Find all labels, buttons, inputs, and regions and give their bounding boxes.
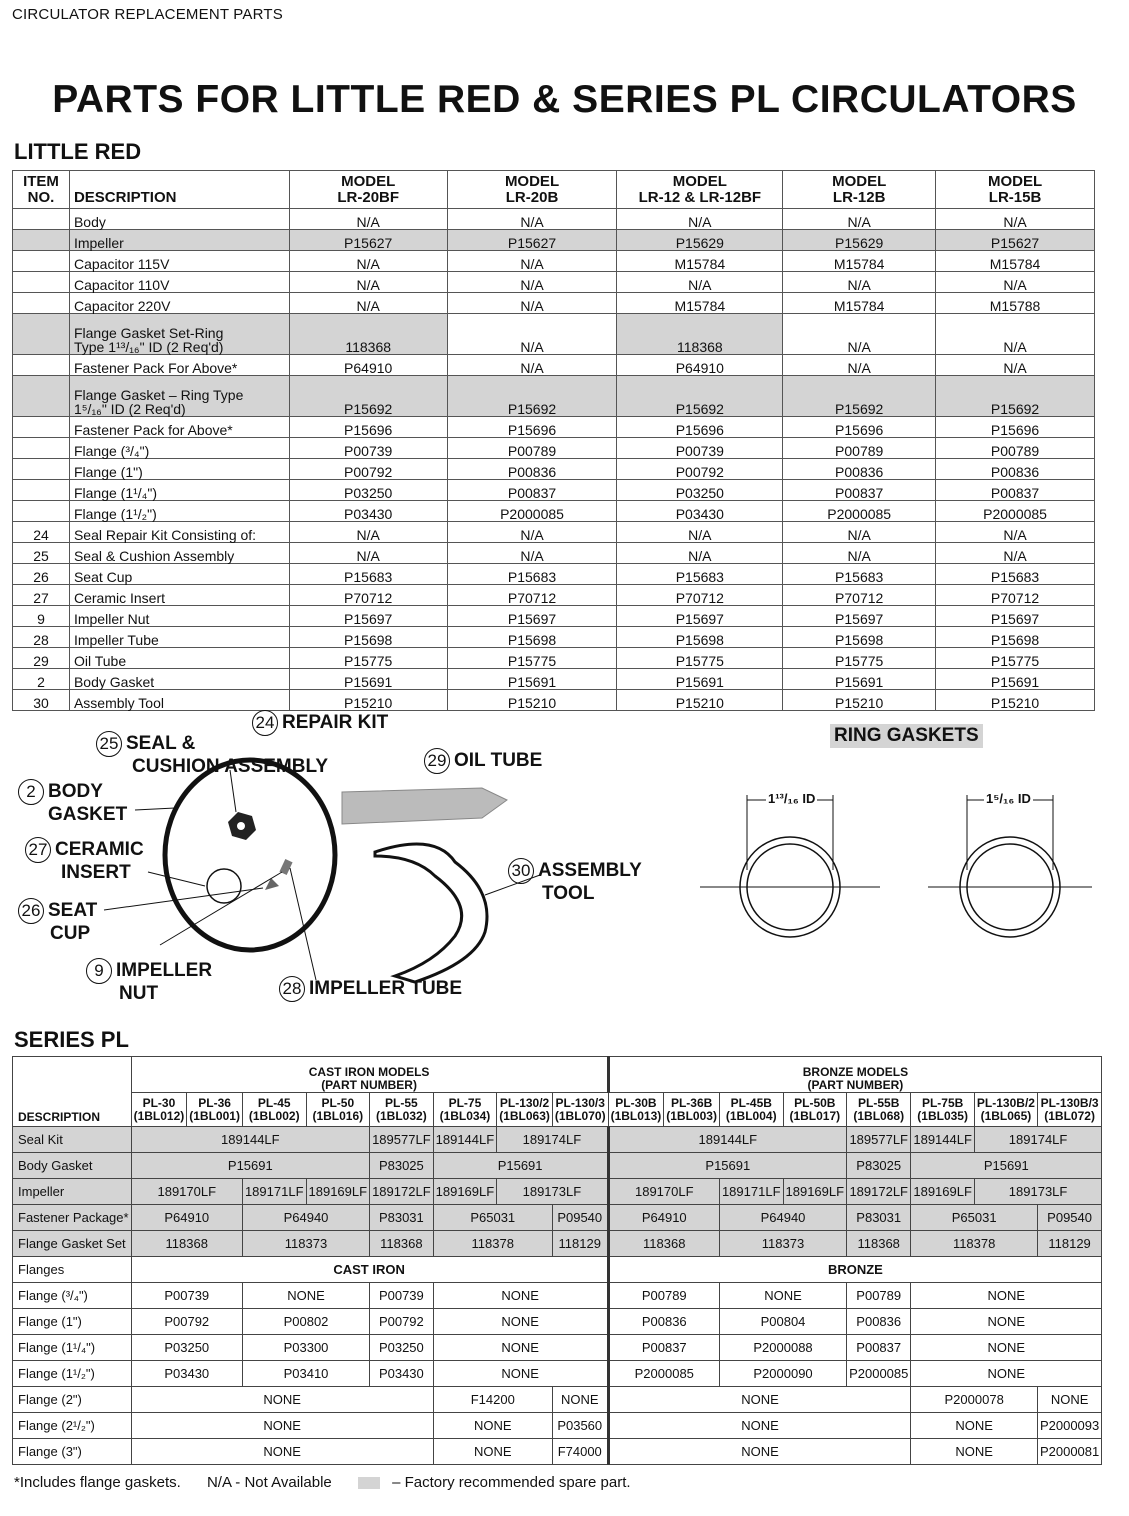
table-row: Flange (³/₄") P00739 P00789 P00739 P00789 P00789: [13, 438, 1095, 459]
model-header: PL-55 (1BL032): [370, 1093, 434, 1127]
table-row: Flange Gasket Set-Ring Type 1¹³/₁₆" ID (2 Req'd) 118368 N/A 118368 N/A N/A: [13, 314, 1095, 355]
page-title: PARTS FOR LITTLE RED & SERIES PL CIRCULATORS: [52, 78, 1077, 121]
table-row: 2 Body Gasket P15691 P15691 P15691 P15691 P15691: [13, 669, 1095, 690]
model-header: PL-75 (1BL034): [433, 1093, 497, 1127]
table-row: Flange (1¹/₂") P03430 P2000085 P03430 P2000085 P2000085: [13, 501, 1095, 522]
model-header: PL-130/2 (1BL063): [497, 1093, 553, 1127]
model-header: PL-36B (1BL003): [664, 1093, 720, 1127]
little-red-title: LITTLE RED: [14, 139, 142, 164]
model-header: PL-55B (1BL068): [847, 1093, 911, 1127]
seat-cup-icon: [265, 878, 279, 890]
model-header: PL-36 (1BL001): [187, 1093, 243, 1127]
ring-gasket-small-icon: [928, 795, 1092, 937]
spare-part-swatch: [358, 1477, 380, 1489]
series-pl-table: [12, 1056, 1102, 1465]
ceramic-callout: 27 CERAMIC INSERT: [25, 837, 144, 883]
table-row: Capacitor 220V N/A N/A M15784 M15784 M15788: [13, 293, 1095, 314]
page-header: CIRCULATOR REPLACEMENT PARTS: [12, 6, 283, 23]
table-row: Capacitor 110V N/A N/A N/A N/A N/A: [13, 272, 1095, 293]
ceramic-insert-icon: [207, 869, 241, 903]
table-row: Flange (1¹/₄") P03250 P00837 P03250 P00837 P00837: [13, 480, 1095, 501]
table-row: Fastener Pack For Above* P64910 N/A P64910 N/A N/A: [13, 355, 1095, 376]
ring-gasket-large-icon: [700, 795, 880, 937]
table-row: Flange (3") NONE NONE F74000 NONE NONE P2000081: [13, 1439, 1102, 1465]
model-header: MODEL LR-20B: [447, 171, 617, 209]
table-row: Flange (2") NONE F14200 NONE NONE P2000078 NONE: [13, 1387, 1102, 1413]
table-row: Flange (1") P00792 P00836 P00792 P00836 P00836: [13, 459, 1095, 480]
model-header: MODEL LR-12 & LR-12BF: [617, 171, 783, 209]
body-gasket-ring-icon: [165, 760, 335, 950]
table-row: 9 Impeller Nut P15697 P15697 P15697 P15697 P15697: [13, 606, 1095, 627]
table-row: 27 Ceramic Insert P70712 P70712 P70712 P70712 P70712: [13, 585, 1095, 606]
ring-1-label: 1¹³/₁₆ ID: [768, 791, 816, 806]
table-row: Fastener Pack for Above* P15696 P15696 P15696 P15696 P15696: [13, 417, 1095, 438]
seat-cup-callout: 26 SEAT CUP: [18, 898, 97, 944]
cast-iron-header: CAST IRON MODELS (PART NUMBER): [131, 1057, 608, 1093]
model-header: PL-30B (1BL013): [608, 1093, 664, 1127]
model-header: PL-50 (1BL016): [306, 1093, 370, 1127]
model-header: MODEL LR-15B: [936, 171, 1095, 209]
table-row: Flanges CAST IRON BRONZE: [13, 1257, 1102, 1283]
model-header: MODEL LR-20BF: [289, 171, 447, 209]
item-no-header: ITEM NO.: [13, 171, 70, 209]
model-header: PL-130/3 (1BL070): [552, 1093, 608, 1127]
table-row: Flange (1¹/₂") P03430 P03410 P03430 NONE P2000085 P2000090 P2000085 NONE: [13, 1361, 1102, 1387]
table-row: Fastener Package* P64910 P64940 P83031 P65031 P09540 P64910 P64940 P83031 P65031 P09540: [13, 1205, 1102, 1231]
table-row: Impeller 189170LF 189171LF 189169LF 189172LF 189169LF 189173LF 189170LF 189171LF 189169LF 189172LF 189169LF 189173LF: [13, 1179, 1102, 1205]
series-pl-title: SERIES PL: [14, 1027, 129, 1052]
table-row: Seal Kit 189144LF 189577LF 189144LF 189174LF 189144LF 189577LF 189144LF 189174LF: [13, 1127, 1102, 1153]
table-row: Flange (³/₄") P00739 NONE P00739 NONE P00789 NONE P00789 NONE: [13, 1283, 1102, 1309]
description-header: DESCRIPTION: [69, 171, 289, 209]
description-header: DESCRIPTION: [13, 1057, 132, 1127]
table-row: 26 Seat Cup P15683 P15683 P15683 P15683 P15683: [13, 564, 1095, 585]
model-header: PL-45B (1BL004): [719, 1093, 783, 1127]
table-row: 28 Impeller Tube P15698 P15698 P15698 P15698 P15698: [13, 627, 1095, 648]
table-row: 25 Seal & Cushion Assembly N/A N/A N/A N/A N/A: [13, 543, 1095, 564]
model-header: PL-30 (1BL012): [131, 1093, 187, 1127]
table-row: Flange Gasket Set 118368 118373 118368 118378 118129 118368 118373 118368 118378 118129: [13, 1231, 1102, 1257]
ring-2-label: 1⁵/₁₆ ID: [986, 791, 1031, 806]
model-header: MODEL LR-12B: [783, 171, 936, 209]
footnote: *Includes flange gaskets. N/A - Not Available – Factory recommended spare part.: [14, 1474, 631, 1491]
table-row: 30 Assembly Tool P15210 P15210 P15210 P15210 P15210: [13, 690, 1095, 711]
model-header: PL-50B (1BL017): [783, 1093, 847, 1127]
impeller-nut-callout: 9 IMPELLER NUT: [86, 958, 212, 1004]
table-row: Flange Gasket – Ring Type 1⁵/₁₆" ID (2 Req'd) P15692 P15692 P15692 P15692 P15692: [13, 376, 1095, 417]
table-row: Body Gasket P15691 P83025 P15691 P15691 P83025 P15691: [13, 1153, 1102, 1179]
table-row: 29 Oil Tube P15775 P15775 P15775 P15775 P15775: [13, 648, 1095, 669]
ring-gaskets-label: RING GASKETS: [830, 724, 983, 748]
oil-tube-callout: 29 OIL TUBE: [424, 748, 542, 774]
little-red-table: [12, 170, 1095, 711]
assembly-tool-icon: [375, 844, 487, 982]
model-header: PL-130B/2 (1BL065): [974, 1093, 1037, 1127]
model-header: PL-75B (1BL035): [911, 1093, 975, 1127]
bronze-header: BRONZE MODELS (PART NUMBER): [608, 1057, 1102, 1093]
table-row: Capacitor 115V N/A N/A M15784 M15784 M15784: [13, 251, 1095, 272]
oil-tube-icon: [342, 788, 507, 824]
model-header: PL-130B/3 (1BL072): [1037, 1093, 1101, 1127]
table-row: Body N/A N/A N/A N/A N/A: [13, 209, 1095, 230]
seal-callout: 25 SEAL & CUSHION ASSEMBLY: [96, 731, 328, 777]
body-gasket-callout: 2 BODY GASKET: [18, 779, 127, 825]
table-row: Flange (1") P00792 P00802 P00792 NONE P00836 P00804 P00836 NONE: [13, 1309, 1102, 1335]
assembly-tool-callout: 30 ASSEMBLY TOOL: [508, 858, 642, 904]
table-row: Flange (1¹/₄") P03250 P03300 P03250 NONE P00837 P2000088 P00837 NONE: [13, 1335, 1102, 1361]
table-row: Flange (2¹/₂") NONE NONE P03560 NONE NONE P2000093: [13, 1413, 1102, 1439]
model-header: PL-45 (1BL002): [242, 1093, 306, 1127]
repair-kit-callout: 24 REPAIR KIT: [252, 710, 388, 736]
impeller-tube-callout: 28 IMPELLER TUBE: [279, 976, 462, 1002]
parts-diagram: [0, 700, 1129, 1020]
table-row: Impeller P15627 P15627 P15629 P15629 P15627: [13, 230, 1095, 251]
table-row: 24 Seal Repair Kit Consisting of: N/A N/A N/A N/A N/A: [13, 522, 1095, 543]
